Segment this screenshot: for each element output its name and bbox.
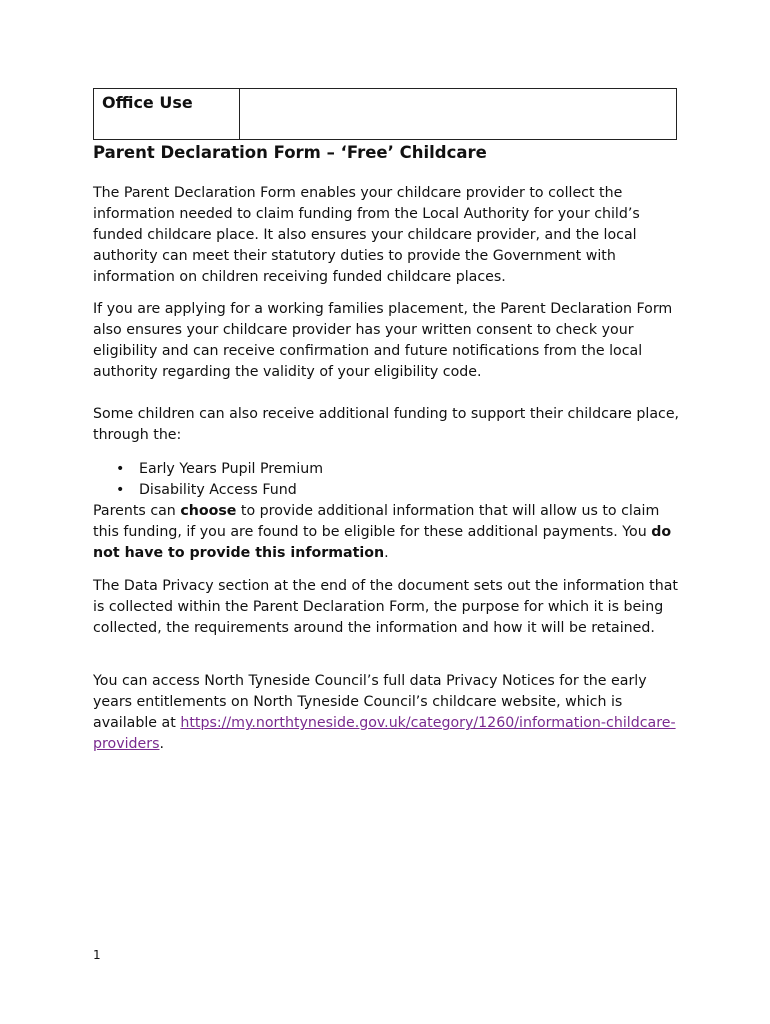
privacy-notice-text: . (159, 736, 165, 752)
choice-text: . (384, 545, 389, 561)
bullet-icon: • (116, 482, 125, 498)
funding-list (93, 459, 683, 501)
choice-text: to provide additional information that will allow us to claim this funding, if you are found to be eligible for these additional payments. You (93, 503, 660, 540)
privacy-notice-text: You can access North Tyneside Council’s full data Privacy Notices for the early years entitlements on North Tyneside Council’s childcare website, which is available at (93, 673, 647, 731)
optional-emphasis: do not have to provide this information (93, 524, 672, 561)
list-item-text: Disability Access Fund (139, 482, 297, 498)
working-families-paragraph: If you are applying for a working families placement, the Parent Declaration Form also ensures your childcare provider has your written consent to check your eligibility and can receive confirmation and future notifications from the local authority regarding the validity of your eligibility code. (93, 301, 673, 380)
list-item (93, 480, 683, 501)
additional-funding-paragraph: Some children can also receive additional funding to support their childcare place, through the: (93, 406, 680, 443)
page-number: 1 (93, 948, 101, 962)
list-item (93, 459, 683, 480)
office-use-field[interactable] (240, 89, 676, 139)
choice-paragraph (93, 501, 683, 564)
data-privacy-paragraph: The Data Privacy section at the end of the document sets out the information that is collected within the Parent Declaration Form, the purpose for which it is being collected, the requirements around the information and how it will be retained. (93, 578, 678, 636)
office-use-table (93, 88, 677, 140)
list-item-text: Early Years Pupil Premium (139, 461, 324, 477)
intro-paragraph: The Parent Declaration Form enables your childcare provider to collect the information needed to claim funding from the Local Authority for your child’s funded childcare place. It also ensures your childcare provider, and the local authority can meet their statutory duties to provide the Government with information on children receiving funded childcare places. (93, 185, 640, 285)
privacy-notice-link[interactable]: https://my.northtyneside.gov.uk/category/1260/information-childcare-providers (93, 715, 676, 752)
office-use-label: Office Use (94, 89, 240, 139)
choice-text: Parents can (93, 503, 181, 519)
page-title: Parent Declaration Form – ‘Free’ Childcare (93, 143, 487, 162)
bullet-icon: • (116, 461, 125, 477)
privacy-notice-paragraph (93, 671, 683, 755)
choice-emphasis: choose (180, 503, 237, 519)
